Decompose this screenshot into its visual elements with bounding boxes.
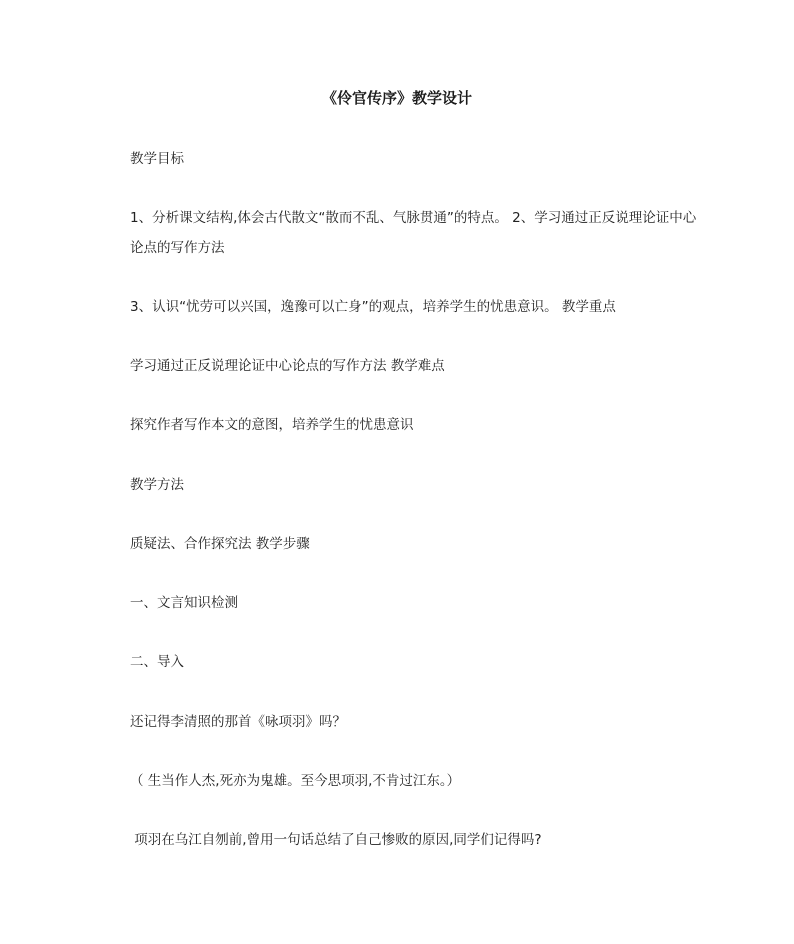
document-title: 《伶官传序》教学设计 [321, 89, 472, 107]
paragraph-poem-text: （ 生当作人杰,死亦为鬼雄。至今思项羽,不肯过江东。） [130, 773, 461, 789]
paragraph-teaching-method-heading: 教学方法 [130, 477, 184, 493]
paragraph-goal-1-2: 1、分析课文结构,体会古代散文“散而不乱、气脉贯通”的特点。 2、学习通过正反说理论证中心论点的写作方法 [130, 210, 697, 256]
paragraph-section-2: 二、导入 [130, 654, 184, 670]
paragraph-teaching-method: 质疑法、合作探究法 教学步骤 [130, 536, 310, 552]
paragraph-key-point: 学习通过正反说理论证中心论点的写作方法 教学难点 [130, 358, 445, 374]
paragraph-poem-question: 还记得李清照的那首《咏项羽》吗？ [130, 714, 346, 730]
paragraph-difficult-point: 探究作者写作本文的意图，培养学生的忧患意识 [130, 417, 414, 433]
paragraph-xiangyu-question: 项羽在乌江自刎前,曾用一句话总结了自己惨败的原因,同学们记得吗? [130, 832, 542, 848]
paragraph-section-1: 一、文言知识检测 [130, 595, 238, 611]
paragraph-teaching-goals-heading: 教学目标 [130, 151, 184, 167]
paragraph-goal-3: 3、认识“忧劳可以兴国，逸豫可以亡身”的观点，培养学生的忧患意识。 教学重点 [130, 299, 616, 315]
